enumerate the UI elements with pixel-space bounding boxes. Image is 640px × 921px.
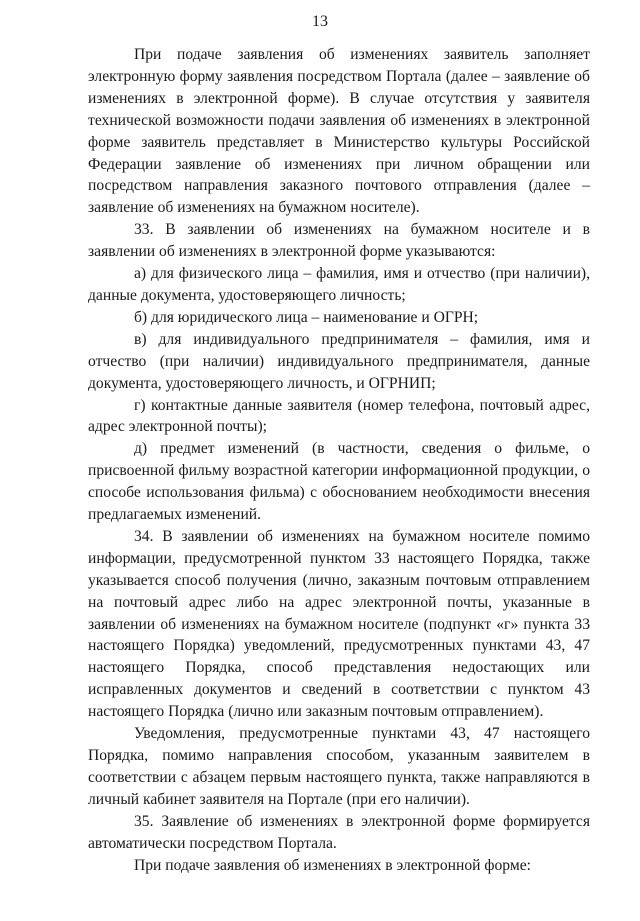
paragraph-33-a: а) для физического лица – фамилия, имя и отчество (при наличии), данные документа, удостоверяющего личность; (88, 265, 590, 304)
paragraph-33-g: г) контактные данные заявителя (номер телефона, почтовый адрес, адрес электронной почты); (88, 396, 590, 436)
paragraph-33-d: д) предмет изменений (в частности, сведения о фильме, о присвоенной фильму возрастной категории информационной продукции, о способе использования фильма) с обоснованием необходимости внесения предлагаемых изменений. (88, 440, 590, 524)
paragraph-35-electronic: При подаче заявления об изменениях в электронной форме: (134, 856, 531, 874)
document-body (88, 44, 590, 876)
paragraph-35: 35. Заявление об изменениях в электронной форме формируется автоматически посредством Портала. (88, 812, 590, 852)
paragraph-34: 34. В заявлении об изменениях на бумажном носителе помимо информации, предусмотренной пунктом 33 настоящего Порядка, также указывается способ получения (лично, заказным почтовым отправлением на почтовый адрес либо на адрес электронной почты, указанные в заявлении об изменениях на бумажном носителе (подпункт «г» пункта 33 настоящего Порядка) уведомлений, предусмотренных пунктами 43, 47 настоящего Порядка, способ представления недостающих или исправленных документов и сведений в соответствии с пунктом 43 настоящего Порядка (лично или заказным почтовым отправлением). (88, 527, 590, 721)
paragraph-33-b: б) для юридического лица – наименование и ОГРН; (134, 308, 479, 326)
paragraph-33: 33. В заявлении об изменениях на бумажном носителе и в заявлении об изменениях в электронной форме указываются: (88, 221, 590, 261)
page-number: 13 (312, 13, 328, 30)
paragraph-34-notifications: Уведомления, предусмотренные пунктами 43, 47 настоящего Порядка, помимо направления способом, указанным заявителем в соответствии с абзацем первым настоящего пункта, также направляются в личный кабинет заявителя на Портале (при его наличии). (88, 725, 590, 808)
paragraph-33-v: в) для индивидуального предпринимателя – фамилия, имя и отчество (при наличии) индивидуального предпринимателя, данные документа, удостоверяющего личность, и ОГРНИП; (88, 330, 590, 392)
paragraph-portal-submission: При подаче заявления об изменениях заявитель заполняет электронную форму заявления посредством Портала (далее – заявление об изменениях в электронной форме). В случае отсутствия у заявителя технической возможности подачи заявления об изменениях в электронной форме заявитель представляет в Министерство культуры Российской Федерации заявление об изменениях при личном обращении или посредством направления заказного почтового отправления (далее – заявление об изменениях на бумажном носителе). (88, 46, 590, 217)
